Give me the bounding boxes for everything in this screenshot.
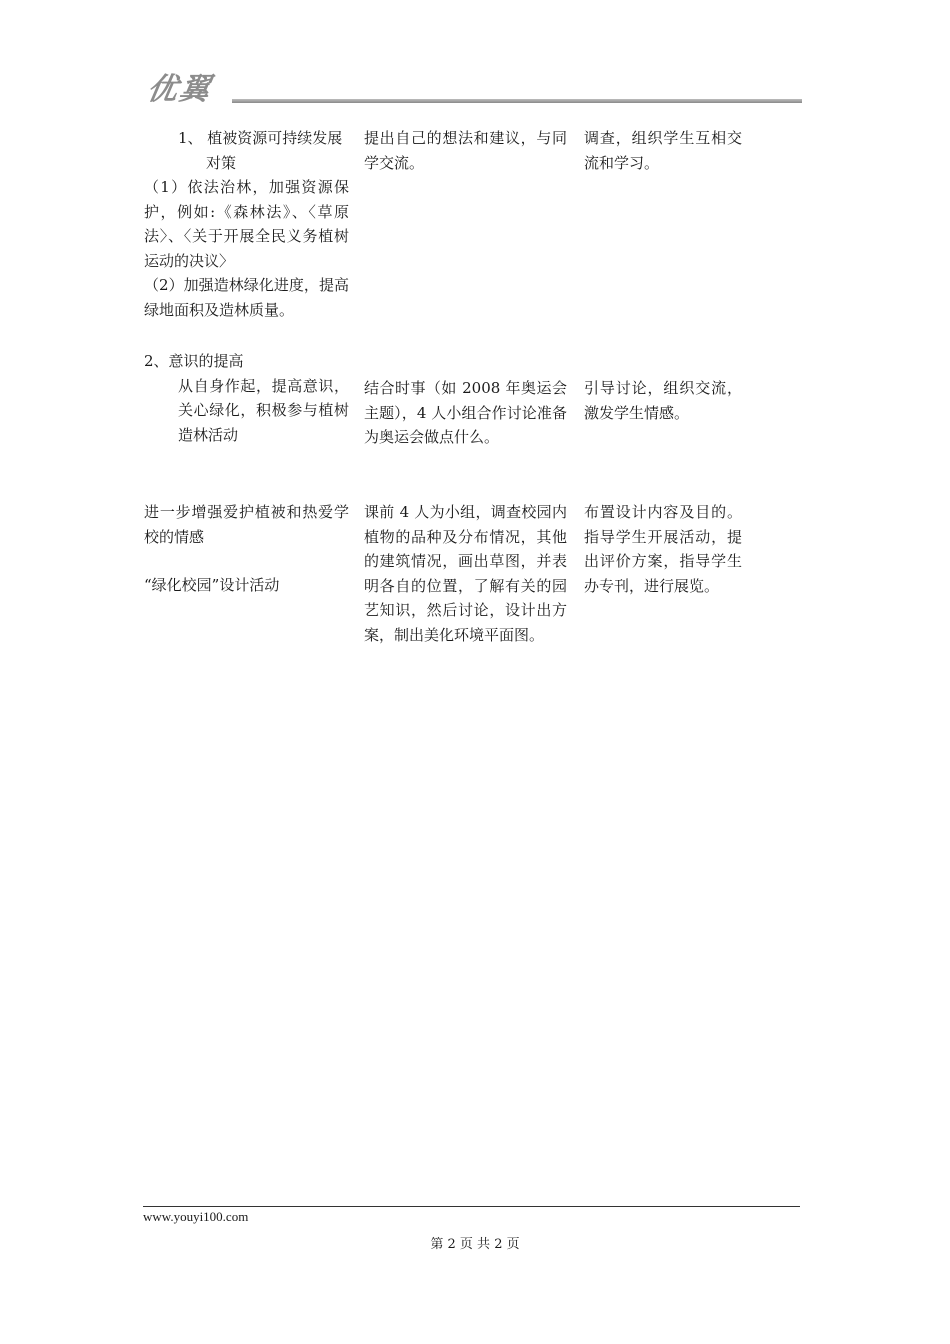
section1-teacher-activity: 调查，组织学生互相交流和学习。 [584,129,742,172]
section2-heading: 2、意识的提高 [144,352,244,370]
header-rule [232,99,802,103]
section3-activity-title: “绿化校园”设计活动 [144,576,280,594]
section3-goal: 进一步增强爱护植被和热爱学校的情感 [144,503,349,546]
section2-body: 从自身作起，提高意识，关心绿化，积极参与植树造林活动 [178,376,349,444]
section3-topic [144,500,349,598]
section1-item2: （2）加强造林绿化进度，提高绿地面积及造林质量。 [144,276,349,319]
section1-item1: （1）依法治林，加强资源保护，例如:《森林法》、〈草原法〉、〈关于开展全民义务植树运动的决议〉 [144,178,349,270]
section1-topic [144,126,349,322]
footer-rule [143,1206,800,1207]
section3-teacher-activity: 布置设计内容及目的。指导学生开展活动，提出评价方案，指导学生办专刊，进行展览。 [584,503,742,595]
section2-teacher-activity: 引导讨论，组织交流，激发学生情感。 [584,379,742,422]
footer-url[interactable]: www.youyi100.com [143,1209,249,1224]
section2-student-activity: 结合时事（如 2008 年奥运会主题），4 人小组合作讨论准备为奥运会做点什么。 [364,379,567,446]
logo: 优翼 [144,72,215,107]
page-number: 第 2 页 共 2 页 [430,1237,520,1252]
section2-topic [144,349,349,447]
section1-heading: 1、 植被资源可持续发展对策 [178,129,343,172]
section1-student-activity: 提出自己的想法和建议，与同学交流。 [364,129,567,172]
section3-student-activity: 课前 4 人为小组，调查校园内植物的品种及分布情况，其他的建筑情况，画出草图，并表明各自的位置，了解有关的园艺知识，然后讨论，设计出方案，制出美化环境平面图。 [364,503,567,644]
